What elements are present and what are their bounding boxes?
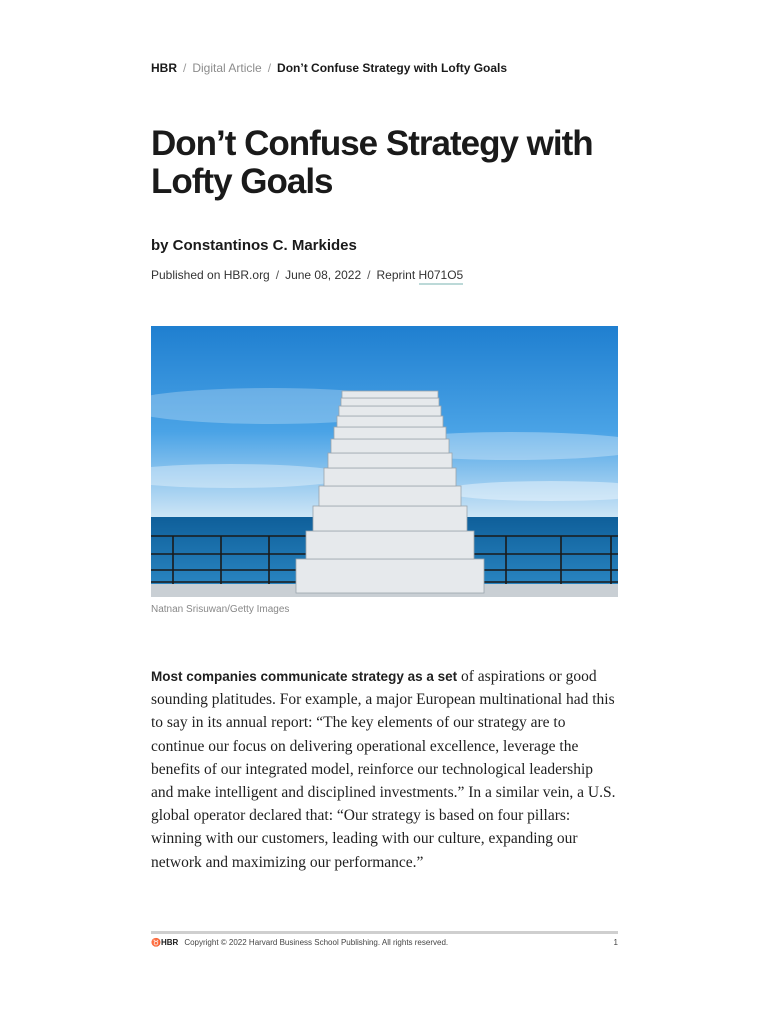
copyright-text: Copyright © 2022 Harvard Business School Publishing. All rights reserved.	[184, 938, 449, 947]
hero-image	[151, 326, 618, 597]
article-title: Don’t Confuse Strategy with Lofty Goals	[151, 124, 593, 201]
breadcrumb-current: Don’t Confuse Strategy with Lofty Goals	[277, 61, 508, 75]
page-number: 1	[613, 938, 618, 947]
breadcrumb-separator: /	[183, 61, 187, 75]
breadcrumb-section-link[interactable]: Digital Article	[192, 61, 262, 75]
reprint-code-link[interactable]: H071O5	[419, 268, 464, 285]
published-on-label: Published on HBR.org	[151, 268, 270, 282]
breadcrumb-home-link[interactable]: HBR	[151, 61, 177, 75]
hbr-logo-mark: ♉	[151, 938, 161, 947]
publication-meta	[151, 268, 463, 282]
reprint-label: Reprint	[376, 268, 416, 282]
meta-separator: /	[275, 268, 280, 282]
breadcrumb-separator: /	[267, 61, 272, 75]
article-body-paragraph	[151, 665, 618, 874]
staircase-over-sea-illustration	[151, 326, 618, 597]
body-text: of aspirations or good sounding platitudes. For example, a major European multinational had this to say in its annual report: “The key elements of our strategy are to continue our focus on delivering operational excellence, leverage the benefits of our integrated model, reinforce our technological leadership and make intelligent and disciplined investments.” In a similar vein, a U.S. global operator declared that: “Our strategy is based on four pillars: winning with our customers, leading with our culture, expanding our network and maximizing our performance.”	[151, 668, 616, 871]
image-credit: Natnan Srisuwan/Getty Images	[151, 604, 290, 615]
footer-logo-text: HBR	[160, 938, 179, 947]
footer-divider	[151, 931, 618, 934]
hbr-logo-icon	[151, 938, 178, 947]
publish-date: June 08, 2022	[285, 268, 362, 282]
lead-in-text: Most companies communicate strategy as a set	[151, 669, 458, 684]
article-byline: by Constantinos C. Markides	[151, 237, 357, 254]
page-footer	[151, 938, 618, 947]
article-page	[151, 0, 618, 1024]
breadcrumb	[151, 61, 507, 75]
meta-separator: /	[367, 268, 371, 282]
